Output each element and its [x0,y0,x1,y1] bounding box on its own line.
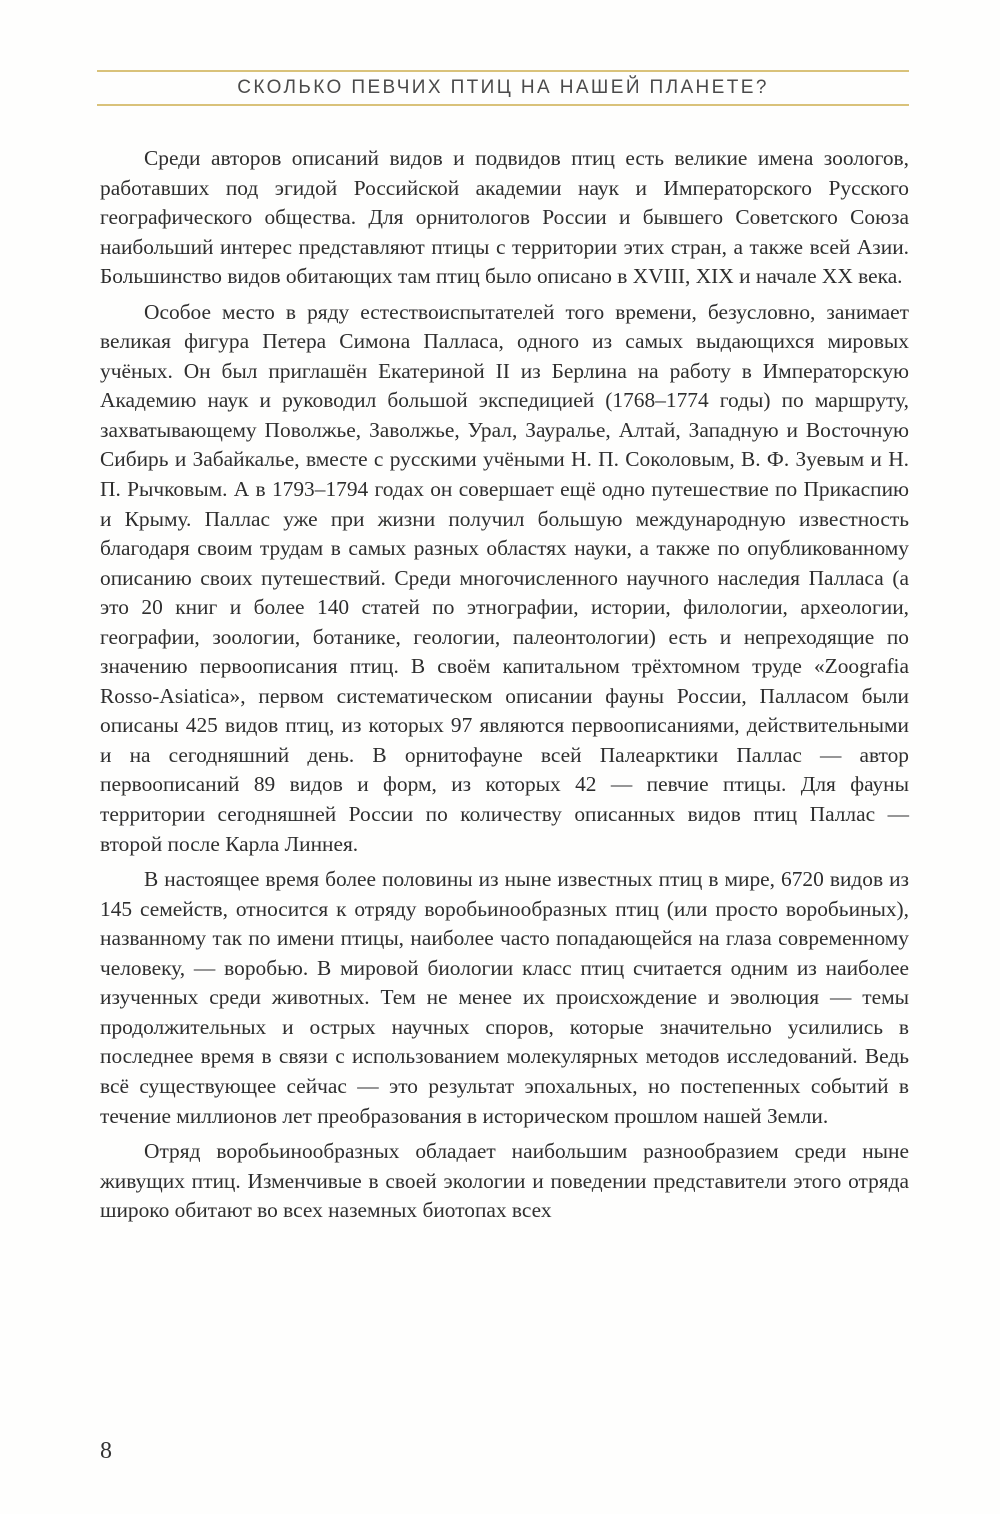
header-bottom-rule [97,104,909,106]
running-title: СКОЛЬКО ПЕВЧИХ ПТИЦ НА НАШЕЙ ПЛАНЕТЕ? [237,77,769,98]
page-number: 8 [100,1438,112,1464]
header-top-rule [97,70,909,72]
paragraph-3: В настоящее время более половины из ныне известных птиц в мире, 6720 видов из 145 семейств, относится к отряду воробьинообразных птиц (или просто воробьиных), названному так по имени птицы, наиболее часто попадающейся на глаза современному человеку, — воробью. В мировой биологии класс птиц считается одним из наиболее изученных среди животных. Тем не менее их происхождение и эволюция — темы продолжительных и острых научных споров, которые значительно усилились в последнее время в связи с использованием молекулярных методов исследований. Ведь всё существующее сейчас — это результат эпохальных, но постепенных событий в течение миллионов лет преобразования в историческом прошлом нашей Земли. [100,867,909,1128]
paragraph-1: Среди авторов описаний видов и подвидов птиц есть великие имена зоологов, работавших под эгидой Российской академии наук и Императорского Русского географического общества. Для орнитологов России и бывшего Советского Союза наибольший интерес представляют птицы с территории этих стран, а также всей Азии. Большинство видов обитающих там птиц было описано в XVIII, XIX и начале XX века. [100,146,909,289]
paragraph-2: Особое место в ряду естествоиспытателей того времени, безусловно, занимает великая фигура Петера Симона Палласа, одного из самых выдающихся мировых учёных. Он был приглашён Екатериной II из Берлина на работу в Императорскую Академию наук и руководил большой экспедицией (1768–1774 годы) по маршруту, захватывающему Поволжье, Заволжье, Урал, Зауралье, Алтай, Западную и Восточную Сибирь и Забайкалье, вместе с русскими учёными Н. П. Соколовым, В. Ф. Зуевым и Н. П. Рычковым. А в 1793–1794 годах он совершает ещё одно путешествие по Прикаспию и Крыму. Паллас уже при жизни получил большую международную известность благодаря своим трудам в самых разных областях науки, а также по опубликованному описанию своих путешествий. Среди многочисленного научного наследия Палласа (а это 20 книг и более 140 статей по этнографии, истории, филологии, археологии, географии, зоологии, ботанике, геологии, палеонтологии) есть и непреходящие по значению первоописания птиц. В своём капитальном трёхтомном труде «Zoografia Rosso-Asiatica», первом систематическом описании фауны России, Палласом были описаны 425 видов птиц, из которых 97 являются первоописаниями, действительными и на сегодняшний день. В орнитофауне всей Палеарктики Паллас — автор первоописаний 89 видов и форм, из которых 42 — певчие птицы. Для фауны территории сегодняшней России по количеству описанных видов птиц Паллас — второй после Карла Линнея. [100,299,909,856]
body-text [100,144,909,1226]
running-header [97,70,909,108]
paragraph-4: Отряд воробьинообразных обладает наибольшим разнообразием среди ныне живущих птиц. Изменчивые в своей экологии и поведении представители этого отряда широко обитают во всех наземных биотопах всех [100,1139,909,1223]
